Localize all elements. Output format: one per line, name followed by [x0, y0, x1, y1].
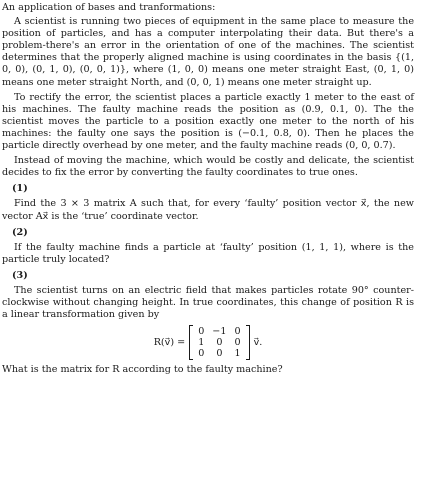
equation-rhs: v⃗. [253, 336, 263, 348]
rotation-equation [2, 325, 414, 360]
document-title: An application of bases and tranformations: [2, 2, 216, 13]
rotation-matrix [189, 325, 249, 360]
part-3-text: The scientist turns on an electric field that makes particles rotate 90° counter-clockwise without changing height. In true coordinates, this change of position R is a linear transformation given by [2, 284, 414, 321]
part-2-label: (2) [12, 226, 28, 238]
calibration-paragraph: To rectify the error, the scientist places a particle exactly 1 meter to the east of his machines. The faulty machine reads the position as (0.9, 0.1, 0). The the scientist moves the particle to a position exactly one meter to the north of his machines: the faulty one says the position is (−0.1, 0.8, 0). Then he places the particle directly overhead by one meter, and the faulty machine reads (0, 0, 0.7). [2, 91, 414, 152]
matrix-cell: 0 [234, 326, 241, 338]
equation-lhs: R(v⃗) = [153, 336, 186, 348]
part-3-label: (3) [12, 269, 28, 281]
matrix-cell: 0 [198, 348, 205, 360]
part-1-text: Find the 3 × 3 matrix A such that, for every ‘faulty’ position vector x⃗, the new vector Ax⃗ is the ‘true’ coordinate vector. [2, 198, 414, 222]
matrix-cell: 0 [216, 348, 223, 360]
final-question: What is the matrix for R according to the faulty machine? [2, 364, 283, 376]
matrix-cell: 0 [198, 326, 205, 338]
part-1-label: (1) [12, 183, 28, 195]
intro-paragraph: A scientist is running two pieces of equipment in the same place to measure the position of particles, and has a computer interpolating their data. But there's a problem-there's an error in the orientation of one of the machines. The scientist determines that the properly aligned machine is using coordinates in the basis {(1, 0, 0), (0, 1, 0), (0, 0, 1)}, where (1, 0, 0) means one meter straight East, (0, 1, 0) means one meter straight North, and (0, 0, 1) means one meter straight up. [2, 16, 414, 88]
decision-paragraph: Instead of moving the machine, which would be costly and delicate, the scientist decides to fix the error by converting the faulty coordinates to true ones. [2, 155, 414, 179]
matrix-cell: 1 [198, 337, 205, 349]
matrix-cell: −1 [212, 326, 227, 338]
part-2-text: If the faulty machine finds a particle at ‘faulty’ position (1, 1, 1), where is the particle truly located? [2, 241, 414, 265]
matrix-cell: 0 [234, 337, 241, 349]
matrix-cell: 0 [216, 337, 223, 349]
matrix-cell: 1 [234, 348, 241, 360]
